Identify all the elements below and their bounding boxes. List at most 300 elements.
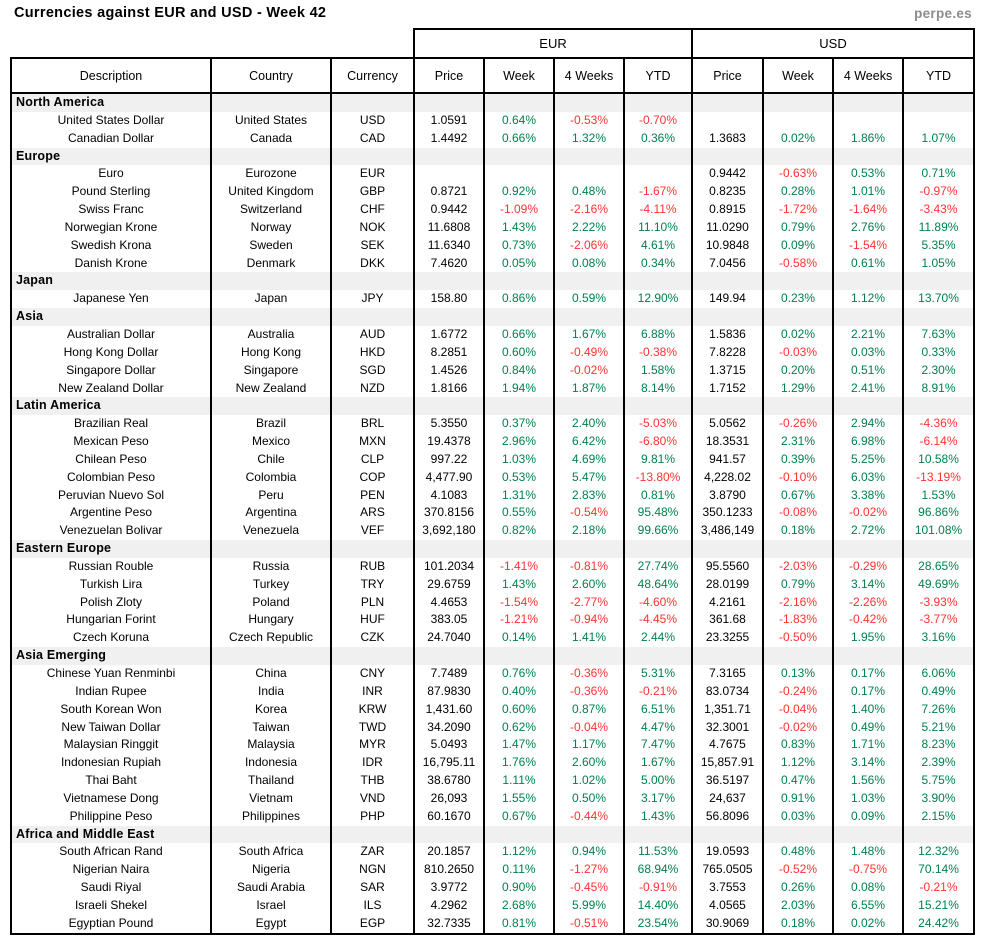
usd-week-cell: -0.58% bbox=[763, 255, 833, 273]
usd-4weeks-cell: -0.02% bbox=[833, 504, 903, 522]
country-cell: India bbox=[211, 683, 331, 701]
currency-cell: KRW bbox=[331, 701, 414, 719]
usd-price-cell: 4.7675 bbox=[692, 736, 763, 754]
currency-cell: ILS bbox=[331, 897, 414, 915]
usd-price-cell: 32.3001 bbox=[692, 719, 763, 737]
usd-week-cell: 2.03% bbox=[763, 897, 833, 915]
section-cell bbox=[211, 308, 331, 326]
section-cell bbox=[211, 148, 331, 166]
section-cell bbox=[554, 272, 624, 290]
currency-cell: MYR bbox=[331, 736, 414, 754]
currency-cell: NOK bbox=[331, 219, 414, 237]
eur-4weeks-cell: 2.40% bbox=[554, 415, 624, 433]
section-cell bbox=[414, 93, 484, 112]
site-watermark: perpe.es bbox=[914, 6, 972, 21]
usd-ytd-cell: 5.75% bbox=[903, 772, 974, 790]
currency-cell: CZK bbox=[331, 629, 414, 647]
usd-4weeks-cell: 0.17% bbox=[833, 683, 903, 701]
usd-ytd-cell: 0.49% bbox=[903, 683, 974, 701]
currency-cell: GBP bbox=[331, 183, 414, 201]
usd-price-cell: 3.8790 bbox=[692, 487, 763, 505]
eur-4weeks-cell: 5.99% bbox=[554, 897, 624, 915]
usd-4weeks-cell: 2.72% bbox=[833, 522, 903, 540]
description-cell: Australian Dollar bbox=[11, 326, 211, 344]
eur-week-cell: 0.82% bbox=[484, 522, 554, 540]
eur-week-cell: 0.66% bbox=[484, 326, 554, 344]
usd-week-cell: -0.02% bbox=[763, 719, 833, 737]
usd-ytd-cell: -3.77% bbox=[903, 611, 974, 629]
usd-4weeks-cell: 1.03% bbox=[833, 790, 903, 808]
usd-price-cell: 36.5197 bbox=[692, 772, 763, 790]
eur-week-cell: 0.76% bbox=[484, 665, 554, 683]
usd-4weeks-cell: 0.02% bbox=[833, 915, 903, 934]
eur-price-cell: 1.6772 bbox=[414, 326, 484, 344]
currency-cell: HKD bbox=[331, 344, 414, 362]
section-label: Europe bbox=[11, 148, 211, 166]
section-header-row bbox=[11, 647, 974, 665]
section-cell bbox=[414, 540, 484, 558]
section-cell bbox=[833, 540, 903, 558]
section-cell bbox=[484, 272, 554, 290]
eur-ytd-cell: 99.66% bbox=[624, 522, 692, 540]
eur-price-cell: 4,477.90 bbox=[414, 469, 484, 487]
currency-row bbox=[11, 701, 974, 719]
eur-ytd-cell: -4.60% bbox=[624, 594, 692, 612]
currency-row bbox=[11, 362, 974, 380]
eur-4weeks-cell: 2.83% bbox=[554, 487, 624, 505]
usd-ytd-cell: 2.15% bbox=[903, 808, 974, 826]
eur-ytd-cell: 1.43% bbox=[624, 808, 692, 826]
eur-4weeks-cell: -0.53% bbox=[554, 112, 624, 130]
country-cell: Colombia bbox=[211, 469, 331, 487]
eur-week-cell bbox=[484, 165, 554, 183]
currency-cell: EGP bbox=[331, 915, 414, 934]
col-header-usd-week: Week bbox=[763, 58, 833, 93]
description-cell: Polish Zloty bbox=[11, 594, 211, 612]
country-cell: Turkey bbox=[211, 576, 331, 594]
usd-week-cell: -0.03% bbox=[763, 344, 833, 362]
currency-cell: SAR bbox=[331, 879, 414, 897]
eur-price-cell: 4.2962 bbox=[414, 897, 484, 915]
usd-4weeks-cell: 6.03% bbox=[833, 469, 903, 487]
section-label: Asia bbox=[11, 308, 211, 326]
eur-ytd-cell: 6.51% bbox=[624, 701, 692, 719]
usd-price-cell: 24,637 bbox=[692, 790, 763, 808]
section-cell bbox=[484, 93, 554, 112]
eur-4weeks-cell: -0.94% bbox=[554, 611, 624, 629]
col-header-eur-price: Price bbox=[414, 58, 484, 93]
eur-week-cell: 0.66% bbox=[484, 130, 554, 148]
usd-ytd-cell: 11.89% bbox=[903, 219, 974, 237]
description-cell: South Korean Won bbox=[11, 701, 211, 719]
eur-4weeks-cell bbox=[554, 165, 624, 183]
currency-row bbox=[11, 736, 974, 754]
eur-4weeks-cell: 0.59% bbox=[554, 290, 624, 308]
currency-cell: INR bbox=[331, 683, 414, 701]
section-cell bbox=[331, 272, 414, 290]
usd-price-cell: 1.3715 bbox=[692, 362, 763, 380]
eur-week-cell: 1.12% bbox=[484, 843, 554, 861]
eur-ytd-cell: 12.90% bbox=[624, 290, 692, 308]
section-label: Africa and Middle East bbox=[11, 826, 211, 844]
country-cell: China bbox=[211, 665, 331, 683]
usd-week-cell bbox=[763, 112, 833, 130]
eur-ytd-cell: -5.03% bbox=[624, 415, 692, 433]
usd-week-cell: 0.91% bbox=[763, 790, 833, 808]
currency-row bbox=[11, 522, 974, 540]
usd-4weeks-cell: 5.25% bbox=[833, 451, 903, 469]
section-cell bbox=[484, 397, 554, 415]
country-cell: United Kingdom bbox=[211, 183, 331, 201]
section-label: Latin America bbox=[11, 397, 211, 415]
eur-4weeks-cell: -0.36% bbox=[554, 683, 624, 701]
header-spacer bbox=[11, 29, 414, 58]
section-cell bbox=[484, 826, 554, 844]
eur-week-cell: 0.67% bbox=[484, 808, 554, 826]
eur-ytd-cell: 9.81% bbox=[624, 451, 692, 469]
col-header-usd-4weeks: 4 Weeks bbox=[833, 58, 903, 93]
eur-price-cell: 0.8721 bbox=[414, 183, 484, 201]
section-cell bbox=[692, 826, 763, 844]
section-cell bbox=[833, 272, 903, 290]
usd-ytd-cell: -3.93% bbox=[903, 594, 974, 612]
usd-4weeks-cell: 1.12% bbox=[833, 290, 903, 308]
usd-4weeks-cell: 1.56% bbox=[833, 772, 903, 790]
usd-ytd-cell: 5.21% bbox=[903, 719, 974, 737]
description-cell: Nigerian Naira bbox=[11, 861, 211, 879]
usd-ytd-cell: 101.08% bbox=[903, 522, 974, 540]
currency-row bbox=[11, 611, 974, 629]
currency-cell: VEF bbox=[331, 522, 414, 540]
currency-row bbox=[11, 915, 974, 934]
eur-price-cell: 26,093 bbox=[414, 790, 484, 808]
usd-4weeks-cell: -0.75% bbox=[833, 861, 903, 879]
section-cell bbox=[624, 308, 692, 326]
section-cell bbox=[692, 397, 763, 415]
currency-row bbox=[11, 719, 974, 737]
usd-ytd-cell: 0.33% bbox=[903, 344, 974, 362]
eur-4weeks-cell: -0.51% bbox=[554, 915, 624, 934]
description-cell: Norwegian Krone bbox=[11, 219, 211, 237]
usd-ytd-cell: 1.07% bbox=[903, 130, 974, 148]
eur-4weeks-cell: -2.06% bbox=[554, 237, 624, 255]
description-cell: Russian Rouble bbox=[11, 558, 211, 576]
eur-ytd-cell: 2.44% bbox=[624, 629, 692, 647]
country-cell: Japan bbox=[211, 290, 331, 308]
usd-price-cell: 4.2161 bbox=[692, 594, 763, 612]
description-cell: Turkish Lira bbox=[11, 576, 211, 594]
usd-4weeks-cell: 1.86% bbox=[833, 130, 903, 148]
usd-week-cell: 0.79% bbox=[763, 576, 833, 594]
currency-row bbox=[11, 344, 974, 362]
eur-week-cell: 0.73% bbox=[484, 237, 554, 255]
usd-4weeks-cell: -0.42% bbox=[833, 611, 903, 629]
description-cell: Israeli Shekel bbox=[11, 897, 211, 915]
currency-cell: NGN bbox=[331, 861, 414, 879]
eur-ytd-cell: -0.70% bbox=[624, 112, 692, 130]
section-header-row bbox=[11, 93, 974, 112]
section-cell bbox=[554, 647, 624, 665]
description-cell: Colombian Peso bbox=[11, 469, 211, 487]
usd-price-cell: 350.1233 bbox=[692, 504, 763, 522]
currency-cell: TWD bbox=[331, 719, 414, 737]
description-cell: Argentine Peso bbox=[11, 504, 211, 522]
usd-ytd-cell: 70.14% bbox=[903, 861, 974, 879]
section-header-row bbox=[11, 826, 974, 844]
section-cell bbox=[414, 308, 484, 326]
usd-price-cell: 19.0593 bbox=[692, 843, 763, 861]
currency-cell: CAD bbox=[331, 130, 414, 148]
section-cell bbox=[331, 647, 414, 665]
usd-4weeks-cell: 3.14% bbox=[833, 754, 903, 772]
usd-4weeks-cell bbox=[833, 112, 903, 130]
section-cell bbox=[763, 93, 833, 112]
eur-week-cell: 0.64% bbox=[484, 112, 554, 130]
eur-week-cell: 1.94% bbox=[484, 380, 554, 398]
currency-cell: PHP bbox=[331, 808, 414, 826]
usd-ytd-cell: 1.05% bbox=[903, 255, 974, 273]
usd-ytd-cell bbox=[903, 112, 974, 130]
currency-row bbox=[11, 487, 974, 505]
eur-ytd-cell: 5.31% bbox=[624, 665, 692, 683]
eur-ytd-cell: 3.17% bbox=[624, 790, 692, 808]
usd-4weeks-cell: -1.54% bbox=[833, 237, 903, 255]
country-cell: Switzerland bbox=[211, 201, 331, 219]
section-cell bbox=[331, 148, 414, 166]
currency-row bbox=[11, 772, 974, 790]
eur-week-cell: 2.96% bbox=[484, 433, 554, 451]
usd-4weeks-cell: 2.94% bbox=[833, 415, 903, 433]
eur-week-cell: 1.47% bbox=[484, 736, 554, 754]
eur-week-cell: 1.03% bbox=[484, 451, 554, 469]
section-cell bbox=[763, 397, 833, 415]
description-cell: Thai Baht bbox=[11, 772, 211, 790]
section-cell bbox=[763, 272, 833, 290]
col-header-country: Country bbox=[211, 58, 331, 93]
usd-price-cell: 1.7152 bbox=[692, 380, 763, 398]
usd-price-cell: 7.0456 bbox=[692, 255, 763, 273]
usd-week-cell: -0.63% bbox=[763, 165, 833, 183]
country-cell: Malaysia bbox=[211, 736, 331, 754]
eur-price-cell: 5.0493 bbox=[414, 736, 484, 754]
eur-price-cell: 370.8156 bbox=[414, 504, 484, 522]
usd-ytd-cell: 3.16% bbox=[903, 629, 974, 647]
usd-price-cell: 0.8915 bbox=[692, 201, 763, 219]
eur-price-cell bbox=[414, 165, 484, 183]
description-cell: United States Dollar bbox=[11, 112, 211, 130]
eur-4weeks-cell: -1.27% bbox=[554, 861, 624, 879]
usd-4weeks-cell: -0.29% bbox=[833, 558, 903, 576]
section-label: Asia Emerging bbox=[11, 647, 211, 665]
usd-price-cell: 149.94 bbox=[692, 290, 763, 308]
eur-ytd-cell: 14.40% bbox=[624, 897, 692, 915]
eur-4weeks-cell: -0.54% bbox=[554, 504, 624, 522]
country-cell: Mexico bbox=[211, 433, 331, 451]
eur-price-cell: 3,692,180 bbox=[414, 522, 484, 540]
eur-price-cell: 32.7335 bbox=[414, 915, 484, 934]
eur-price-cell: 810.2650 bbox=[414, 861, 484, 879]
eur-week-cell: 1.31% bbox=[484, 487, 554, 505]
usd-ytd-cell: 12.32% bbox=[903, 843, 974, 861]
currency-row bbox=[11, 629, 974, 647]
group-header-row bbox=[11, 29, 974, 58]
description-cell: Peruvian Nuevo Sol bbox=[11, 487, 211, 505]
usd-ytd-cell: 96.86% bbox=[903, 504, 974, 522]
section-cell bbox=[624, 826, 692, 844]
currency-row bbox=[11, 808, 974, 826]
eur-price-cell: 1.8166 bbox=[414, 380, 484, 398]
eur-ytd-cell bbox=[624, 165, 692, 183]
description-cell: Japanese Yen bbox=[11, 290, 211, 308]
country-cell: Czech Republic bbox=[211, 629, 331, 647]
eur-4weeks-cell: -0.49% bbox=[554, 344, 624, 362]
description-cell: Brazilian Real bbox=[11, 415, 211, 433]
column-header-row bbox=[11, 58, 974, 93]
eur-week-cell: 0.55% bbox=[484, 504, 554, 522]
section-cell bbox=[554, 148, 624, 166]
country-cell: Israel bbox=[211, 897, 331, 915]
currency-cell: SGD bbox=[331, 362, 414, 380]
usd-price-cell: 10.9848 bbox=[692, 237, 763, 255]
eur-ytd-cell: -13.80% bbox=[624, 469, 692, 487]
usd-price-cell: 7.8228 bbox=[692, 344, 763, 362]
description-cell: Chinese Yuan Renminbi bbox=[11, 665, 211, 683]
eur-ytd-cell: -1.67% bbox=[624, 183, 692, 201]
usd-ytd-cell: 13.70% bbox=[903, 290, 974, 308]
eur-week-cell: -1.09% bbox=[484, 201, 554, 219]
description-cell: Indian Rupee bbox=[11, 683, 211, 701]
description-cell: Swiss Franc bbox=[11, 201, 211, 219]
eur-ytd-cell: -0.21% bbox=[624, 683, 692, 701]
currencies-table bbox=[10, 28, 975, 935]
usd-group-header: USD bbox=[692, 29, 974, 58]
eur-4weeks-cell: 2.18% bbox=[554, 522, 624, 540]
eur-4weeks-cell: 5.47% bbox=[554, 469, 624, 487]
section-header-row bbox=[11, 148, 974, 166]
section-label: Japan bbox=[11, 272, 211, 290]
usd-4weeks-cell: 1.40% bbox=[833, 701, 903, 719]
currency-row bbox=[11, 683, 974, 701]
col-header-eur-ytd: YTD bbox=[624, 58, 692, 93]
usd-4weeks-cell: 3.38% bbox=[833, 487, 903, 505]
section-cell bbox=[624, 647, 692, 665]
currency-cell: DKK bbox=[331, 255, 414, 273]
usd-ytd-cell: -0.21% bbox=[903, 879, 974, 897]
usd-ytd-cell: 1.53% bbox=[903, 487, 974, 505]
usd-week-cell: -1.72% bbox=[763, 201, 833, 219]
section-cell bbox=[763, 148, 833, 166]
usd-4weeks-cell: 0.61% bbox=[833, 255, 903, 273]
country-cell: Singapore bbox=[211, 362, 331, 380]
section-cell bbox=[833, 647, 903, 665]
section-cell bbox=[903, 826, 974, 844]
eur-price-cell: 24.7040 bbox=[414, 629, 484, 647]
usd-4weeks-cell: 2.76% bbox=[833, 219, 903, 237]
usd-price-cell bbox=[692, 112, 763, 130]
col-header-usd-price: Price bbox=[692, 58, 763, 93]
eur-price-cell: 0.9442 bbox=[414, 201, 484, 219]
eur-price-cell: 19.4378 bbox=[414, 433, 484, 451]
currency-row bbox=[11, 558, 974, 576]
eur-ytd-cell: 8.14% bbox=[624, 380, 692, 398]
section-label: Eastern Europe bbox=[11, 540, 211, 558]
usd-week-cell: 0.39% bbox=[763, 451, 833, 469]
eur-price-cell: 38.6780 bbox=[414, 772, 484, 790]
eur-price-cell: 1.4492 bbox=[414, 130, 484, 148]
section-cell bbox=[211, 647, 331, 665]
eur-week-cell: -1.54% bbox=[484, 594, 554, 612]
eur-price-cell: 158.80 bbox=[414, 290, 484, 308]
eur-4weeks-cell: -0.45% bbox=[554, 879, 624, 897]
eur-4weeks-cell: 1.32% bbox=[554, 130, 624, 148]
usd-week-cell: 0.28% bbox=[763, 183, 833, 201]
description-cell: Singapore Dollar bbox=[11, 362, 211, 380]
section-header-row bbox=[11, 308, 974, 326]
section-cell bbox=[414, 826, 484, 844]
currency-cell: TRY bbox=[331, 576, 414, 594]
eur-ytd-cell: 6.88% bbox=[624, 326, 692, 344]
currency-row bbox=[11, 451, 974, 469]
currency-cell: USD bbox=[331, 112, 414, 130]
currency-row bbox=[11, 255, 974, 273]
usd-week-cell: -0.52% bbox=[763, 861, 833, 879]
country-cell: United States bbox=[211, 112, 331, 130]
usd-4weeks-cell: 0.53% bbox=[833, 165, 903, 183]
currency-cell: CHF bbox=[331, 201, 414, 219]
country-cell: Brazil bbox=[211, 415, 331, 433]
usd-week-cell: -1.83% bbox=[763, 611, 833, 629]
currency-cell: EUR bbox=[331, 165, 414, 183]
section-cell bbox=[624, 148, 692, 166]
eur-week-cell: 0.37% bbox=[484, 415, 554, 433]
section-header-row bbox=[11, 397, 974, 415]
usd-week-cell: 0.20% bbox=[763, 362, 833, 380]
usd-4weeks-cell: 3.14% bbox=[833, 576, 903, 594]
country-cell: Venezuela bbox=[211, 522, 331, 540]
usd-week-cell: 0.47% bbox=[763, 772, 833, 790]
currency-row bbox=[11, 183, 974, 201]
usd-ytd-cell: -6.14% bbox=[903, 433, 974, 451]
eur-week-cell: 0.05% bbox=[484, 255, 554, 273]
section-cell bbox=[414, 272, 484, 290]
section-cell bbox=[624, 93, 692, 112]
currency-row bbox=[11, 290, 974, 308]
eur-price-cell: 4.4653 bbox=[414, 594, 484, 612]
section-cell bbox=[692, 148, 763, 166]
usd-4weeks-cell: 6.98% bbox=[833, 433, 903, 451]
usd-4weeks-cell: -2.26% bbox=[833, 594, 903, 612]
usd-week-cell: 1.12% bbox=[763, 754, 833, 772]
usd-week-cell: -0.10% bbox=[763, 469, 833, 487]
currency-row bbox=[11, 879, 974, 897]
currency-cell: JPY bbox=[331, 290, 414, 308]
currency-row bbox=[11, 861, 974, 879]
usd-price-cell: 11.0290 bbox=[692, 219, 763, 237]
country-cell: Hong Kong bbox=[211, 344, 331, 362]
usd-4weeks-cell: -1.64% bbox=[833, 201, 903, 219]
currency-row bbox=[11, 380, 974, 398]
description-cell: Philippine Peso bbox=[11, 808, 211, 826]
usd-week-cell: -0.24% bbox=[763, 683, 833, 701]
eur-ytd-cell: 4.61% bbox=[624, 237, 692, 255]
eur-4weeks-cell: 0.48% bbox=[554, 183, 624, 201]
eur-ytd-cell: -0.38% bbox=[624, 344, 692, 362]
usd-ytd-cell: 5.35% bbox=[903, 237, 974, 255]
usd-ytd-cell: 8.23% bbox=[903, 736, 974, 754]
section-cell bbox=[833, 397, 903, 415]
section-cell bbox=[554, 308, 624, 326]
usd-week-cell: -2.16% bbox=[763, 594, 833, 612]
